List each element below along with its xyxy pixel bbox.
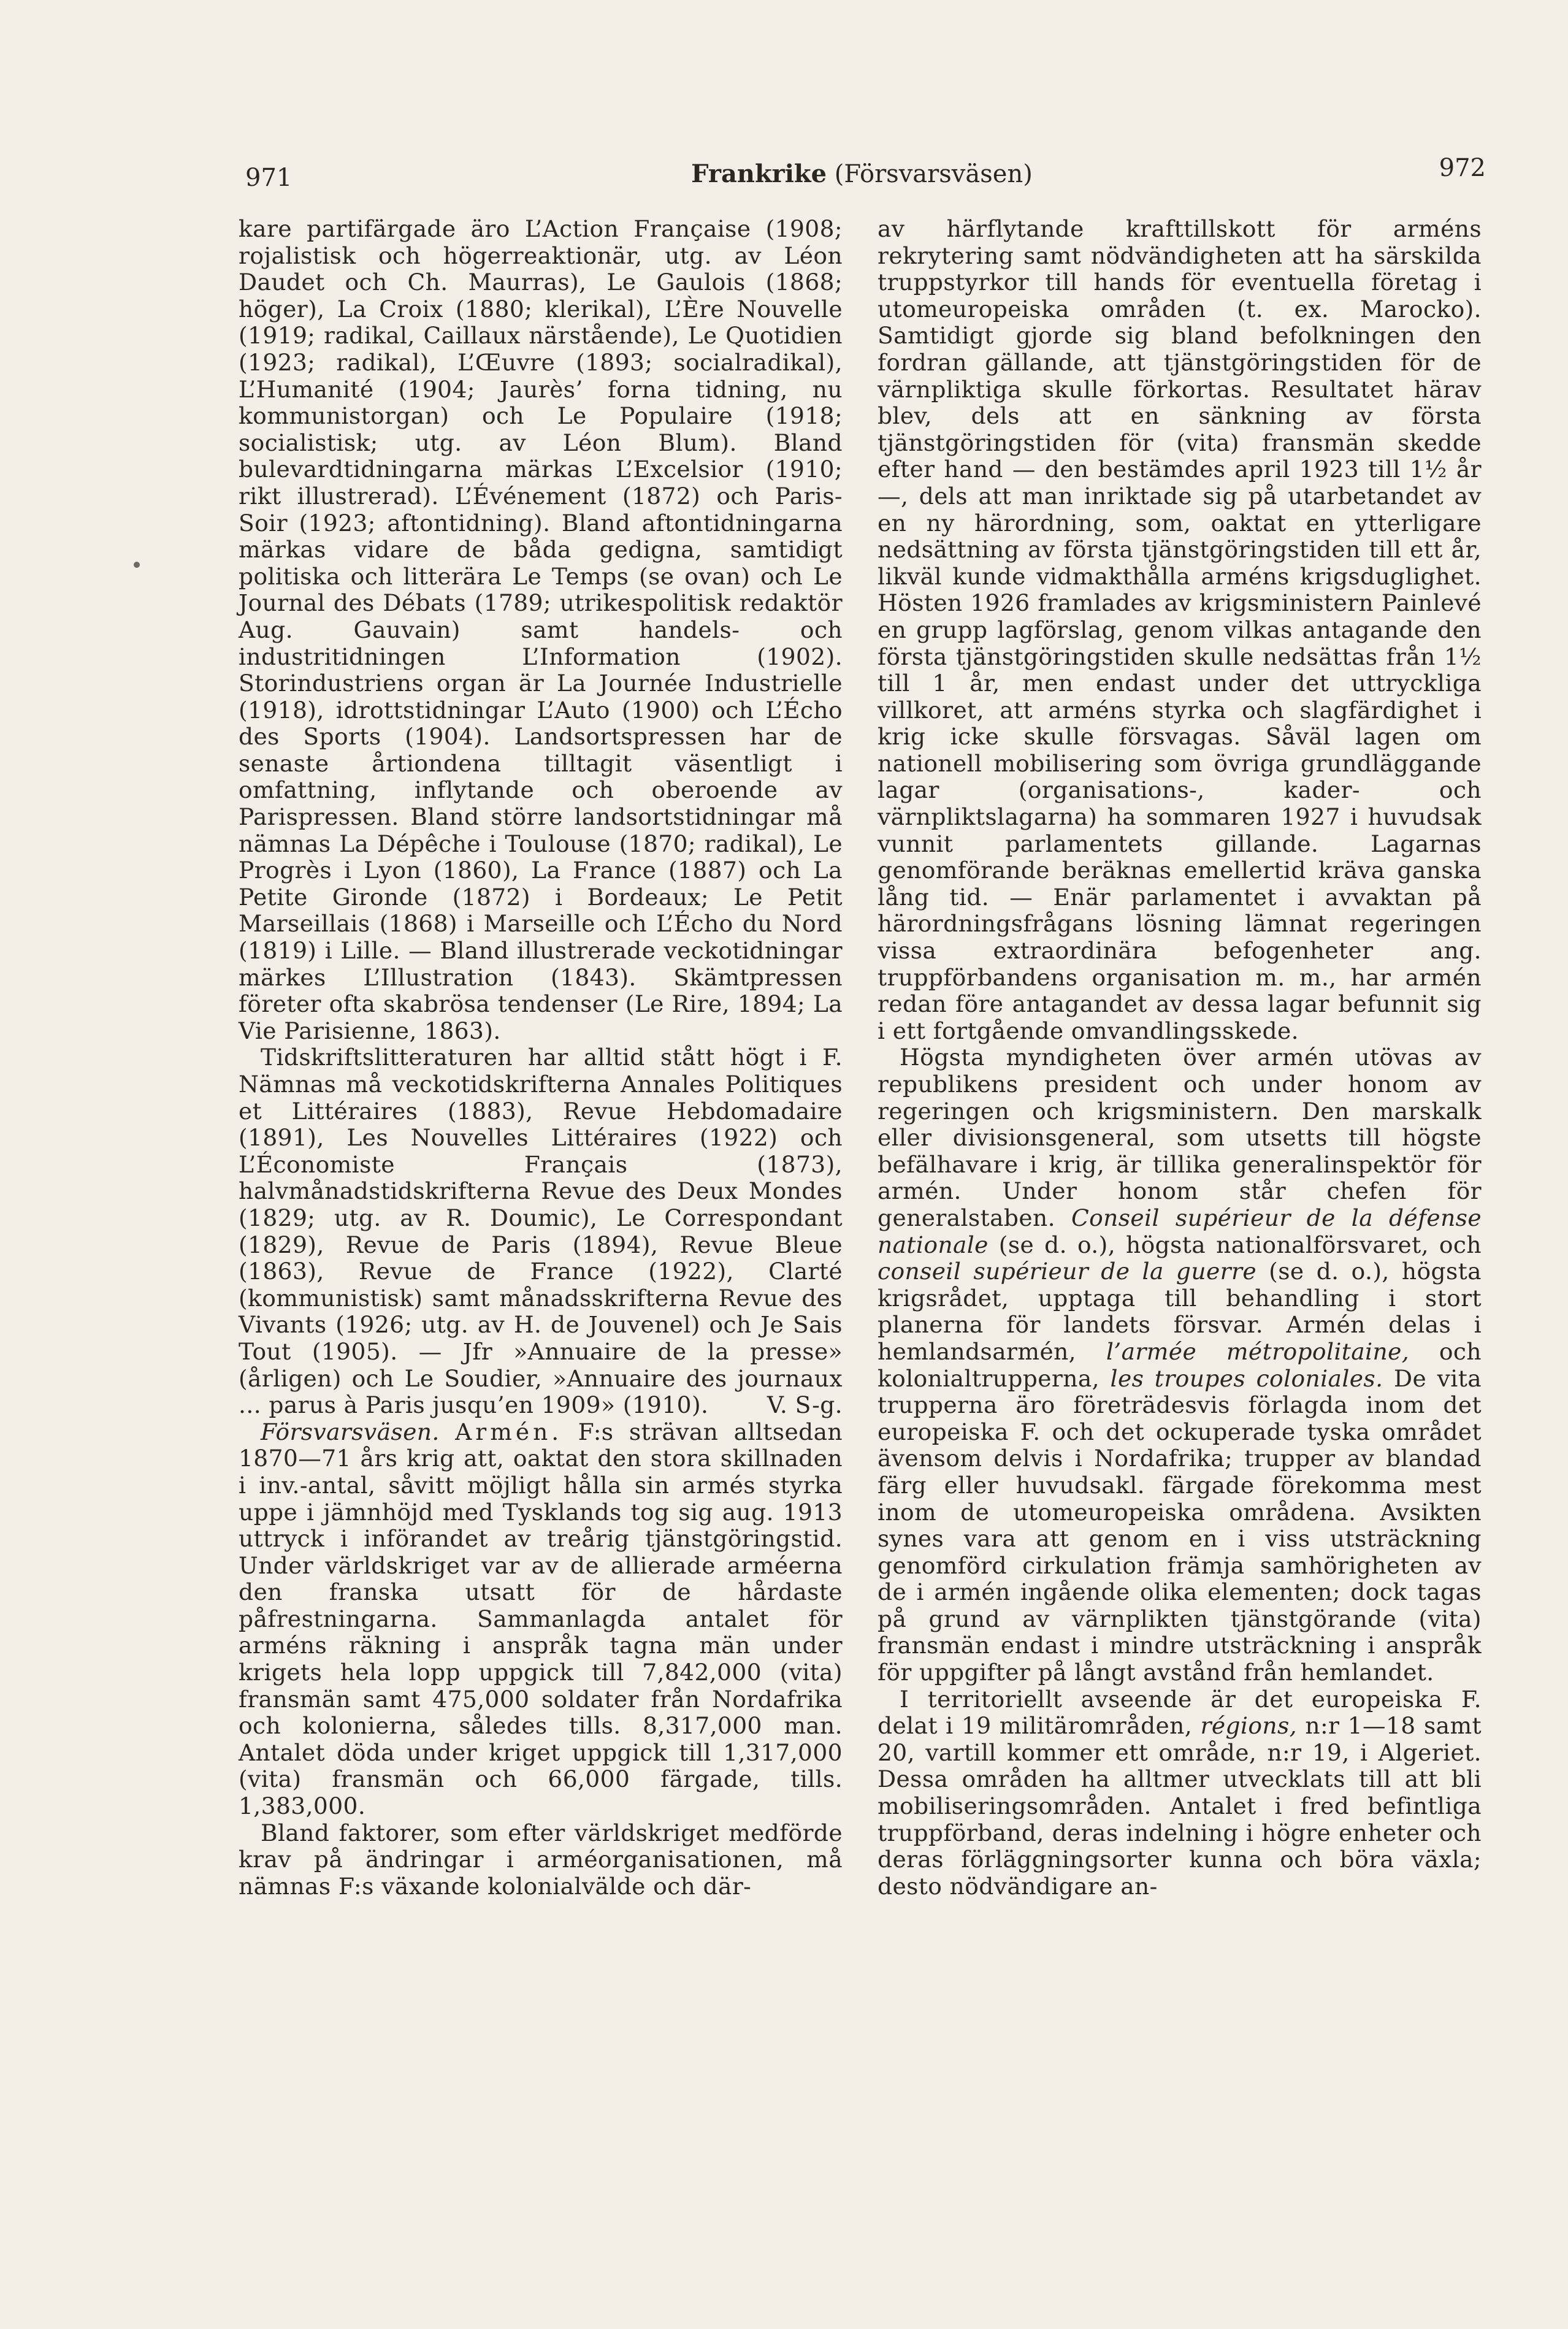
page-title — [238, 152, 1486, 196]
territorial-text-b: n:r 1—18 samt 20, vartill kommer ett område, n:r 19, i Algeriet. Dessa områden ha alltmer utvecklats till att bli mobiliseringsområden. Antalet i fred befintliga truppförband, deras indelning i högre enheter och deras förläggningsorter kunna och böra växla; desto nödvändigare an- — [878, 1712, 1482, 1900]
periodicals-text: Tidskriftslitteraturen har alltid stått högt i F. Nämnas må veckotidskrifterna Annales Politiques et Littéraires (1883), Revue Hebdomadaire (1891), Les Nouvelles Littéraires (1922) och L’Économiste Français (1873), halvmånadstidskrifterna Revue des Deux Mondes (1829; utg. av R. Doumic), Le Correspondant (1829), Revue de Paris (1894), Revue Bleue (1863), Revue de France (1922), Clarté (kommunistisk) samt månadsskrifterna Revue des Vivants (1926; utg. av H. de Jouvenel) och Je Sais Tout (1905). — Jfr »Annuaire de la presse» (årligen) och Le Soudier, »Annuaire des journaux ... parus à Paris jusqu’en 1909» (1910). — [239, 1044, 843, 1419]
command-italic-2: conseil supérieur de la guerre — [878, 1258, 1256, 1285]
paragraph-press: kare partifärgade äro L’Action Française (1908; rojalistisk och högerreaktionär, utg. av Léon Daudet och Ch. Maurras), Le Gaulois (1868; höger), La Croix (1880; klerikal), L’Ère Nouvelle (1919; radikal, Caillaux närstående), Le Quotidien (1923; radikal), L’Œuvre (1893; socialradikal), L’Humanité (1904; Jaurès’ forna tidning, nu kommunistorgan) och Le Populaire (1918; socialistisk; utg. av Léon Blum). Bland bulevardtidningarna märkas L’Excelsior (1910; rikt illustrerad). L’Événement (1872) och Paris-Soir (1923; aftontidning). Bland aftontidningarna märkas vidare de båda gedigna, samtidigt politiska och litterära Le Temps (se ovan) och Le Journal des Débats (1789; utrikespolitisk redaktör Aug. Gauvain) samt handels- och industritidningen L’Information (1902). Storindustriens organ är La Journée Industrielle (1918), idrottstidningar L’Auto (1900) och L’Écho des Sports (1904). Landsortspressen har de senaste årtiondena tilltagit väsentligt i omfattning, inflytande och oberoende av Parispressen. Bland större landsortstidningar må nämnas La Dépêche i Toulouse (1870; radikal), Le Progrès i Lyon (1860), La France (1887) och La Petite Gironde (1872) i Bordeaux; Le Petit Marseillais (1868) i Marseille och L’Écho du Nord (1819) i Lille. — Bland illustrerade veckotidningar märkes L’Illustration (1843). Skämtpressen företer ofta skabrösa tendenser (Le Rire, 1894; La Vie Parisienne, 1863). — [239, 215, 843, 1044]
paragraph-territorial — [878, 1686, 1482, 1900]
paragraph-defense — [239, 1419, 843, 1820]
command-text-b: (se d. o.), högsta nationalförsvaret, och — [988, 1231, 1482, 1258]
right-page-number: 972 — [1439, 154, 1486, 182]
territorial-text-a: I territoriellt avseende är det europeiska F. delat i 19 militärområden, — [878, 1685, 1482, 1740]
command-text-a: Högsta myndigheten över armén utövas av republikens president och under honom av regeringen och krigsministern. Den marskalk eller divisionsgeneral, som utsetts till högste befälhavare i krig, är tillika generalinspektör för armén. Under honom står chefen för generalstaben. — [878, 1044, 1482, 1231]
command-text-c: (se d. o.), högsta krigsrådet, upptaga till behandling i stort planerna för landets försvar. Armén delas i hemlandsarmén, — [878, 1258, 1482, 1365]
page-title-bold: Frankrike — [691, 159, 827, 188]
paragraph-periodicals — [239, 1044, 843, 1418]
command-text-e: De vita trupperna äro företrädesvis förlagda inom det europeiska F. och det ockuperade tyska området ävensom delvis i Nordafrika; trupper av blandad färg eller huvudsakl. färgade förekomma mest inom de utomeuropeiska områdena. Avsikten synes vara att genom en i viss utsträckning genomförd cirkulation främja samhörigheten av de i armén ingående olika elementen; dock tagas på grund av värnplikten tjänstgörande (vita) fransmän endast i mindre utsträckning i anspråk för uppgifter på långt avstånd från hemlandet. — [878, 1364, 1482, 1686]
section-subheading: Armén. — [455, 1418, 563, 1445]
command-text-d: och kolonialtrupperna, — [878, 1337, 1482, 1392]
margin-dot — [134, 562, 140, 568]
running-header — [238, 151, 1486, 195]
command-italic-1: Conseil supérieur de la défense nationale — [878, 1204, 1482, 1258]
right-column — [878, 216, 1482, 1900]
command-italic-3: l’armée métropolitaine, — [1106, 1337, 1410, 1365]
page-title-rest: (Försvarsväsen) — [827, 160, 1033, 188]
paragraph-reform: av härflytande krafttillskott för arméns rekrytering samt nödvändigheten att ha särskilda truppstyrkor till hands för eventuella företag i utomeuropeiska områden (t. ex. Marocko). Samtidigt gjorde sig bland befolkningen den fordran gällande, att tjänstgöringstiden för de värnpliktiga skulle förkortas. Resultatet härav blev, dels att en sänkning av första tjänstgöringstiden för (vita) fransmän skedde efter hand — den bestämdes april 1923 till 1½ år —, dels att man inriktade sig på utarbetandet av en ny härordning, som, oaktat en ytterligare nedsättning av första tjänstgöringstiden till ett år, likväl kunde vidmakthålla arméns krigsduglighet. Hösten 1926 framlades av krigsministern Painlevé en grupp lagförslag, genom vilkas antagande den första tjänstgöringstiden skulle nedsättas från 1½ till 1 år, men endast under det uttryckliga villkoret, att arméns styrka och slagfärdighet i krig icke skulle försvagas. Såväl lagen om nationell mobilisering som övriga grundläggande lagar (organisations-, kader- och värnpliktslagarna) ha sommaren 1927 i huvudsak vunnit parlamentets gillande. Lagarnas genomförande beräknas emellertid kräva ganska lång tid. — Enär parlamentet i avvaktan på härordningsfrågans lösning lämnat regeringen vissa extraordinära befogenheter ang. truppförbandens organisation m. m., har armén redan före antagandet av dessa lagar befunnit sig i ett fortgående omvandlingsskede. — [878, 215, 1482, 1044]
command-italic-4: les troupes coloniales. — [1110, 1364, 1383, 1392]
paragraph-factors: Bland faktorer, som efter världskriget medförde krav på ändringar i arméorganisationen, må nämnas F:s växande kolonialvälde och där- — [239, 1819, 843, 1900]
section-heading: Försvarsväsen. — [261, 1418, 440, 1445]
left-page-number: 971 — [245, 164, 293, 192]
left-column — [239, 216, 843, 1900]
defense-text: F:s strävan alltsedan 1870—71 års krig att, oaktat den stora skillnaden i inv.-antal, såvitt möjligt hålla sin armés styrka uppe i jämnhöjd med Tysklands tog sig aug. 1913 uttryck i införandet av treårig tjänstgöringstid. Under världskriget var av de allierade arméerna den franska utsatt för de hårdaste påfrestningarna. Sammanlagda antalet för arméns räkning i anspråk tagna män under krigets hela lopp uppgick till 7,842,000 (vita) fransmän samt 475,000 soldater från Nordafrika och kolonierna, således tills. 8,317,000 man. Antalet döda under kriget uppgick till 1,317,000 (vita) fransmän och 66,000 färgade, tills. 1,383,000. — [239, 1418, 843, 1820]
author-signature: V. S-g. — [767, 1391, 843, 1419]
territorial-italic: régions, — [1200, 1712, 1297, 1740]
paragraph-command — [878, 1044, 1482, 1686]
